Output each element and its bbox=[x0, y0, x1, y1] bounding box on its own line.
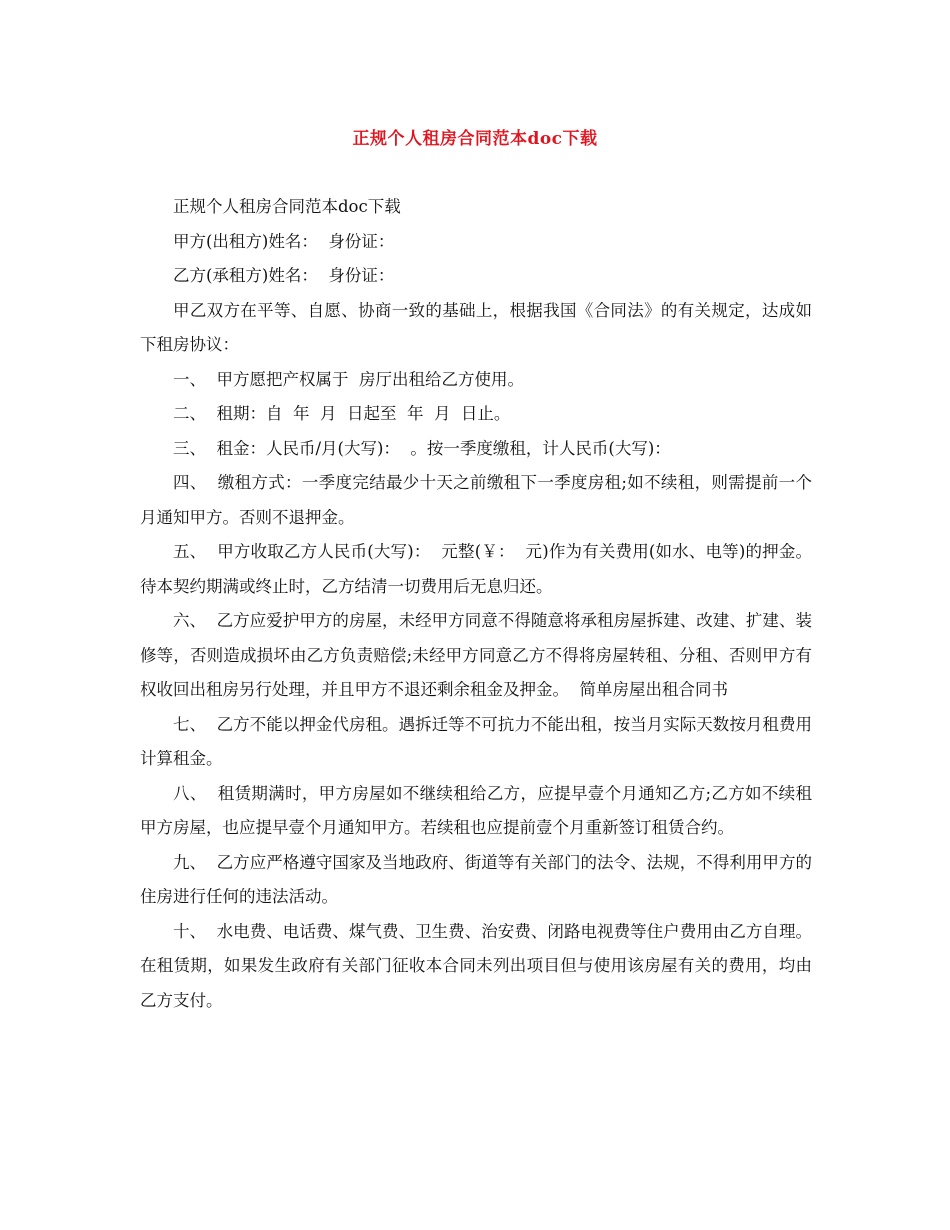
clause-2: 二、 租期：自 年 月 日起至 年 月 日止。 bbox=[173, 404, 511, 423]
paragraph-party-a: 甲方(出租方)姓名： 身份证： bbox=[173, 231, 395, 251]
clause-10: 十、 水电费、电话费、煤气费、卫生费、治安费、闭路电视费等住户费用由乙方自理。在租赁期，如果发生政府有关部门征收本合同未列出项目但与使用该房屋有关的费用，均由乙方支付。 bbox=[140, 921, 812, 1010]
clause-1: 一、 甲方愿把产权属于 房厅出租给乙方使用。 bbox=[173, 369, 524, 389]
paragraph-heading: 正规个人租房合同范本doc下载 bbox=[173, 197, 401, 216]
clause-5: 五、 甲方收取乙方人民币(大写)： 元整(￥： 元)作为有关费用(如水、电等)的押金。待本契约期满或终止时，乙方结清一切费用后无息归还。 bbox=[140, 542, 812, 596]
clause-9: 九、 乙方应严格遵守国家及当地政府、街道等有关部门的法令、法规，不得利用甲方的住房进行任何的违法活动。 bbox=[140, 852, 812, 906]
document-body bbox=[140, 190, 812, 1018]
clause-8: 八、 租赁期满时，甲方房屋如不继续租给乙方，应提早壹个月通知乙方;乙方如不续租甲方房屋，也应提早壹个月通知甲方。若续租也应提前壹个月重新签订租赁合约。 bbox=[140, 783, 812, 837]
clause-3: 三、 租金：人民币/月(大写)： 。按一季度缴租，计人民币(大写)： bbox=[173, 438, 671, 458]
paragraph-preamble: 甲乙双方在平等、自愿、协商一致的基础上，根据我国《合同法》的有关规定，达成如下租房协议： bbox=[140, 300, 812, 354]
document-title: 正规个人租房合同范本doc下载 bbox=[352, 129, 598, 149]
clause-4: 四、 缴租方式：一季度完结最少十天之前缴租下一季度房租;如不续租，则需提前一个月通知甲方。否则不退押金。 bbox=[140, 473, 812, 527]
paragraph-party-b: 乙方(承租方)姓名： 身份证： bbox=[173, 266, 395, 285]
clause-7: 七、 乙方不能以押金代房租。遇拆迁等不可抗力不能出租，按当月实际天数按月租费用计算租金。 bbox=[140, 714, 812, 768]
clause-6: 六、 乙方应爱护甲方的房屋，未经甲方同意不得随意将承租房屋拆建、改建、扩建、装修等，否则造成损坏由乙方负责赔偿;未经甲方同意乙方不得将房屋转租、分租、否则甲方有权收回出租房另行处理，并且甲方不退还剩余租金及押金。 简单房屋出租合同书 bbox=[140, 611, 812, 699]
